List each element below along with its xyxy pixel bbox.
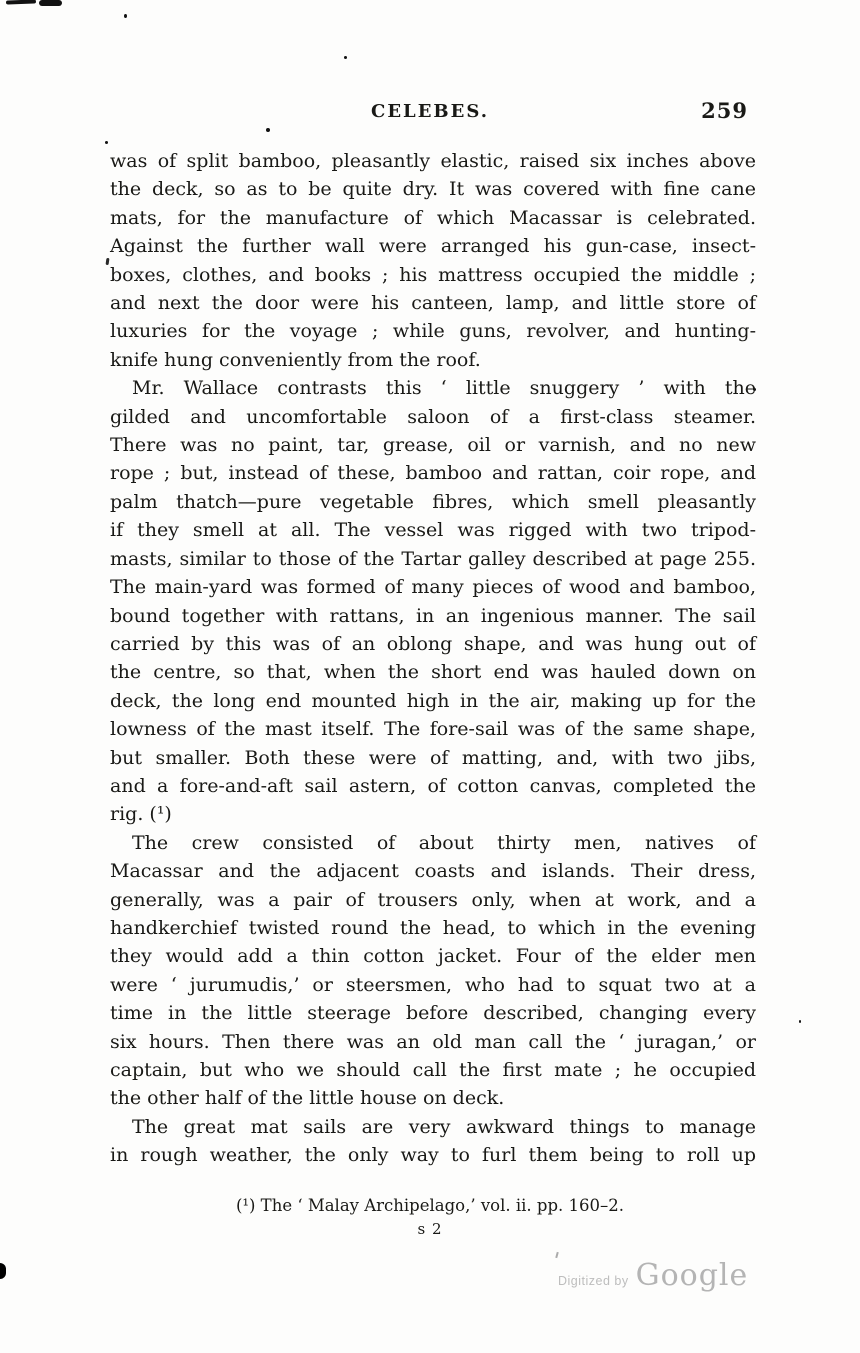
text-line: time in the little steerage before described, changing every xyxy=(110,1002,756,1025)
scan-artifact xyxy=(124,14,127,18)
text-line: and next the door were his canteen, lamp, and little store of xyxy=(110,292,756,315)
paragraph-4 xyxy=(110,1113,756,1170)
text-line: Macassar and the adjacent coasts and islands. Their dress, xyxy=(110,860,756,883)
text-line: the centre, so that, when the short end was hauled down on xyxy=(110,661,756,684)
text-line: Mr. Wallace contrasts this ‘ little snuggery ’ with the xyxy=(132,377,756,400)
text-line: bound together with rattans, in an ingenious manner. The sail xyxy=(110,604,756,627)
running-header: CELEBES. xyxy=(371,101,489,122)
text-line: carried by this was of an oblong shape, and was hung out of xyxy=(110,632,756,655)
text-line: but smaller. Both these were of matting, and, with two jibs, xyxy=(110,746,756,769)
text-line: was of split bamboo, pleasantly elastic, raised six inches above xyxy=(110,150,756,172)
scan-artifact xyxy=(6,0,36,5)
text-line: if they smell at all. The vessel was rigged with two tripod- xyxy=(110,519,756,542)
text-line: handkerchief twisted round the head, to which in the evening xyxy=(110,916,756,939)
text-line: in rough weather, the only way to furl them being to roll up xyxy=(110,1144,756,1167)
text-line: and a fore-and-aft sail astern, of cotton canvas, completed the xyxy=(110,774,756,797)
scan-artifact xyxy=(0,1263,6,1279)
scan-artifact xyxy=(266,128,270,132)
text-line: the other half of the little house on deck. xyxy=(110,1087,505,1110)
page-number: 259 xyxy=(701,98,748,123)
text-line: The main-yard was formed of many pieces of wood and bamboo, xyxy=(110,576,756,599)
footnote: (¹) The ‘ Malay Archipelago,’ vol. ii. pp. 160–2. xyxy=(235,1196,625,1215)
text-line: they would add a thin cotton jacket. Four of the elder men xyxy=(110,945,756,968)
text-line: boxes, clothes, and books ; his mattress occupied the middle ; xyxy=(110,263,756,286)
scan-artifact xyxy=(105,141,108,144)
text-line: lowness of the mast itself. The fore-sail was of the same shape, xyxy=(110,718,756,741)
text-line: six hours. Then there was an old man call the ‘ juragan,’ or xyxy=(110,1030,756,1053)
text-line: rig. (¹) xyxy=(110,803,172,826)
scan-artifact xyxy=(799,1020,801,1023)
text-line: were ‘ jurumudis,’ or steersmen, who had to squat two at a xyxy=(110,973,756,996)
body-text xyxy=(110,147,756,1170)
scan-artifact xyxy=(39,0,62,6)
text-line: palm thatch—pure vegetable fibres, which smell pleasantly xyxy=(110,490,756,513)
text-line: luxuries for the voyage ; while guns, revolver, and hunting- xyxy=(110,320,756,343)
text-line: rope ; but, instead of these, bamboo and rattan, coir rope, and xyxy=(110,462,756,485)
paragraph-2 xyxy=(110,374,756,829)
signature-mark: s 2 xyxy=(417,1220,443,1238)
text-line: gilded and uncomfortable saloon of a first-class steamer. xyxy=(110,405,756,428)
paragraph-3 xyxy=(110,829,756,1113)
scan-artifact xyxy=(106,258,110,265)
text-line: captain, but who we should call the first mate ; he occupied xyxy=(110,1059,756,1081)
watermark-prefix-label: Digitized by xyxy=(558,1274,629,1288)
text-line: The great mat sails are very awkward things to manage xyxy=(132,1115,756,1138)
text-line: Against the further wall were arranged his gun-case, insect- xyxy=(110,235,756,258)
text-line: the deck, so as to be quite dry. It was covered with fine cane xyxy=(110,178,756,201)
scan-artifact xyxy=(344,56,347,59)
text-line: knife hung conveniently from the roof. xyxy=(110,348,481,371)
text-line: There was no paint, tar, grease, oil or varnish, and no new xyxy=(110,434,756,457)
text-line: masts, similar to those of the Tartar galley described at page 255. xyxy=(110,547,756,570)
text-line: The crew consisted of about thirty men, natives of xyxy=(132,831,756,854)
google-logo: Google xyxy=(635,1258,749,1293)
paragraph-1 xyxy=(110,147,756,374)
text-line: deck, the long end mounted high in the air, making up for the xyxy=(110,689,756,712)
text-line: generally, was a pair of trousers only, when at work, and a xyxy=(110,888,756,911)
text-line: mats, for the manufacture of which Macassar is celebrated. xyxy=(110,206,756,229)
digitized-by-google-watermark xyxy=(558,1258,748,1293)
